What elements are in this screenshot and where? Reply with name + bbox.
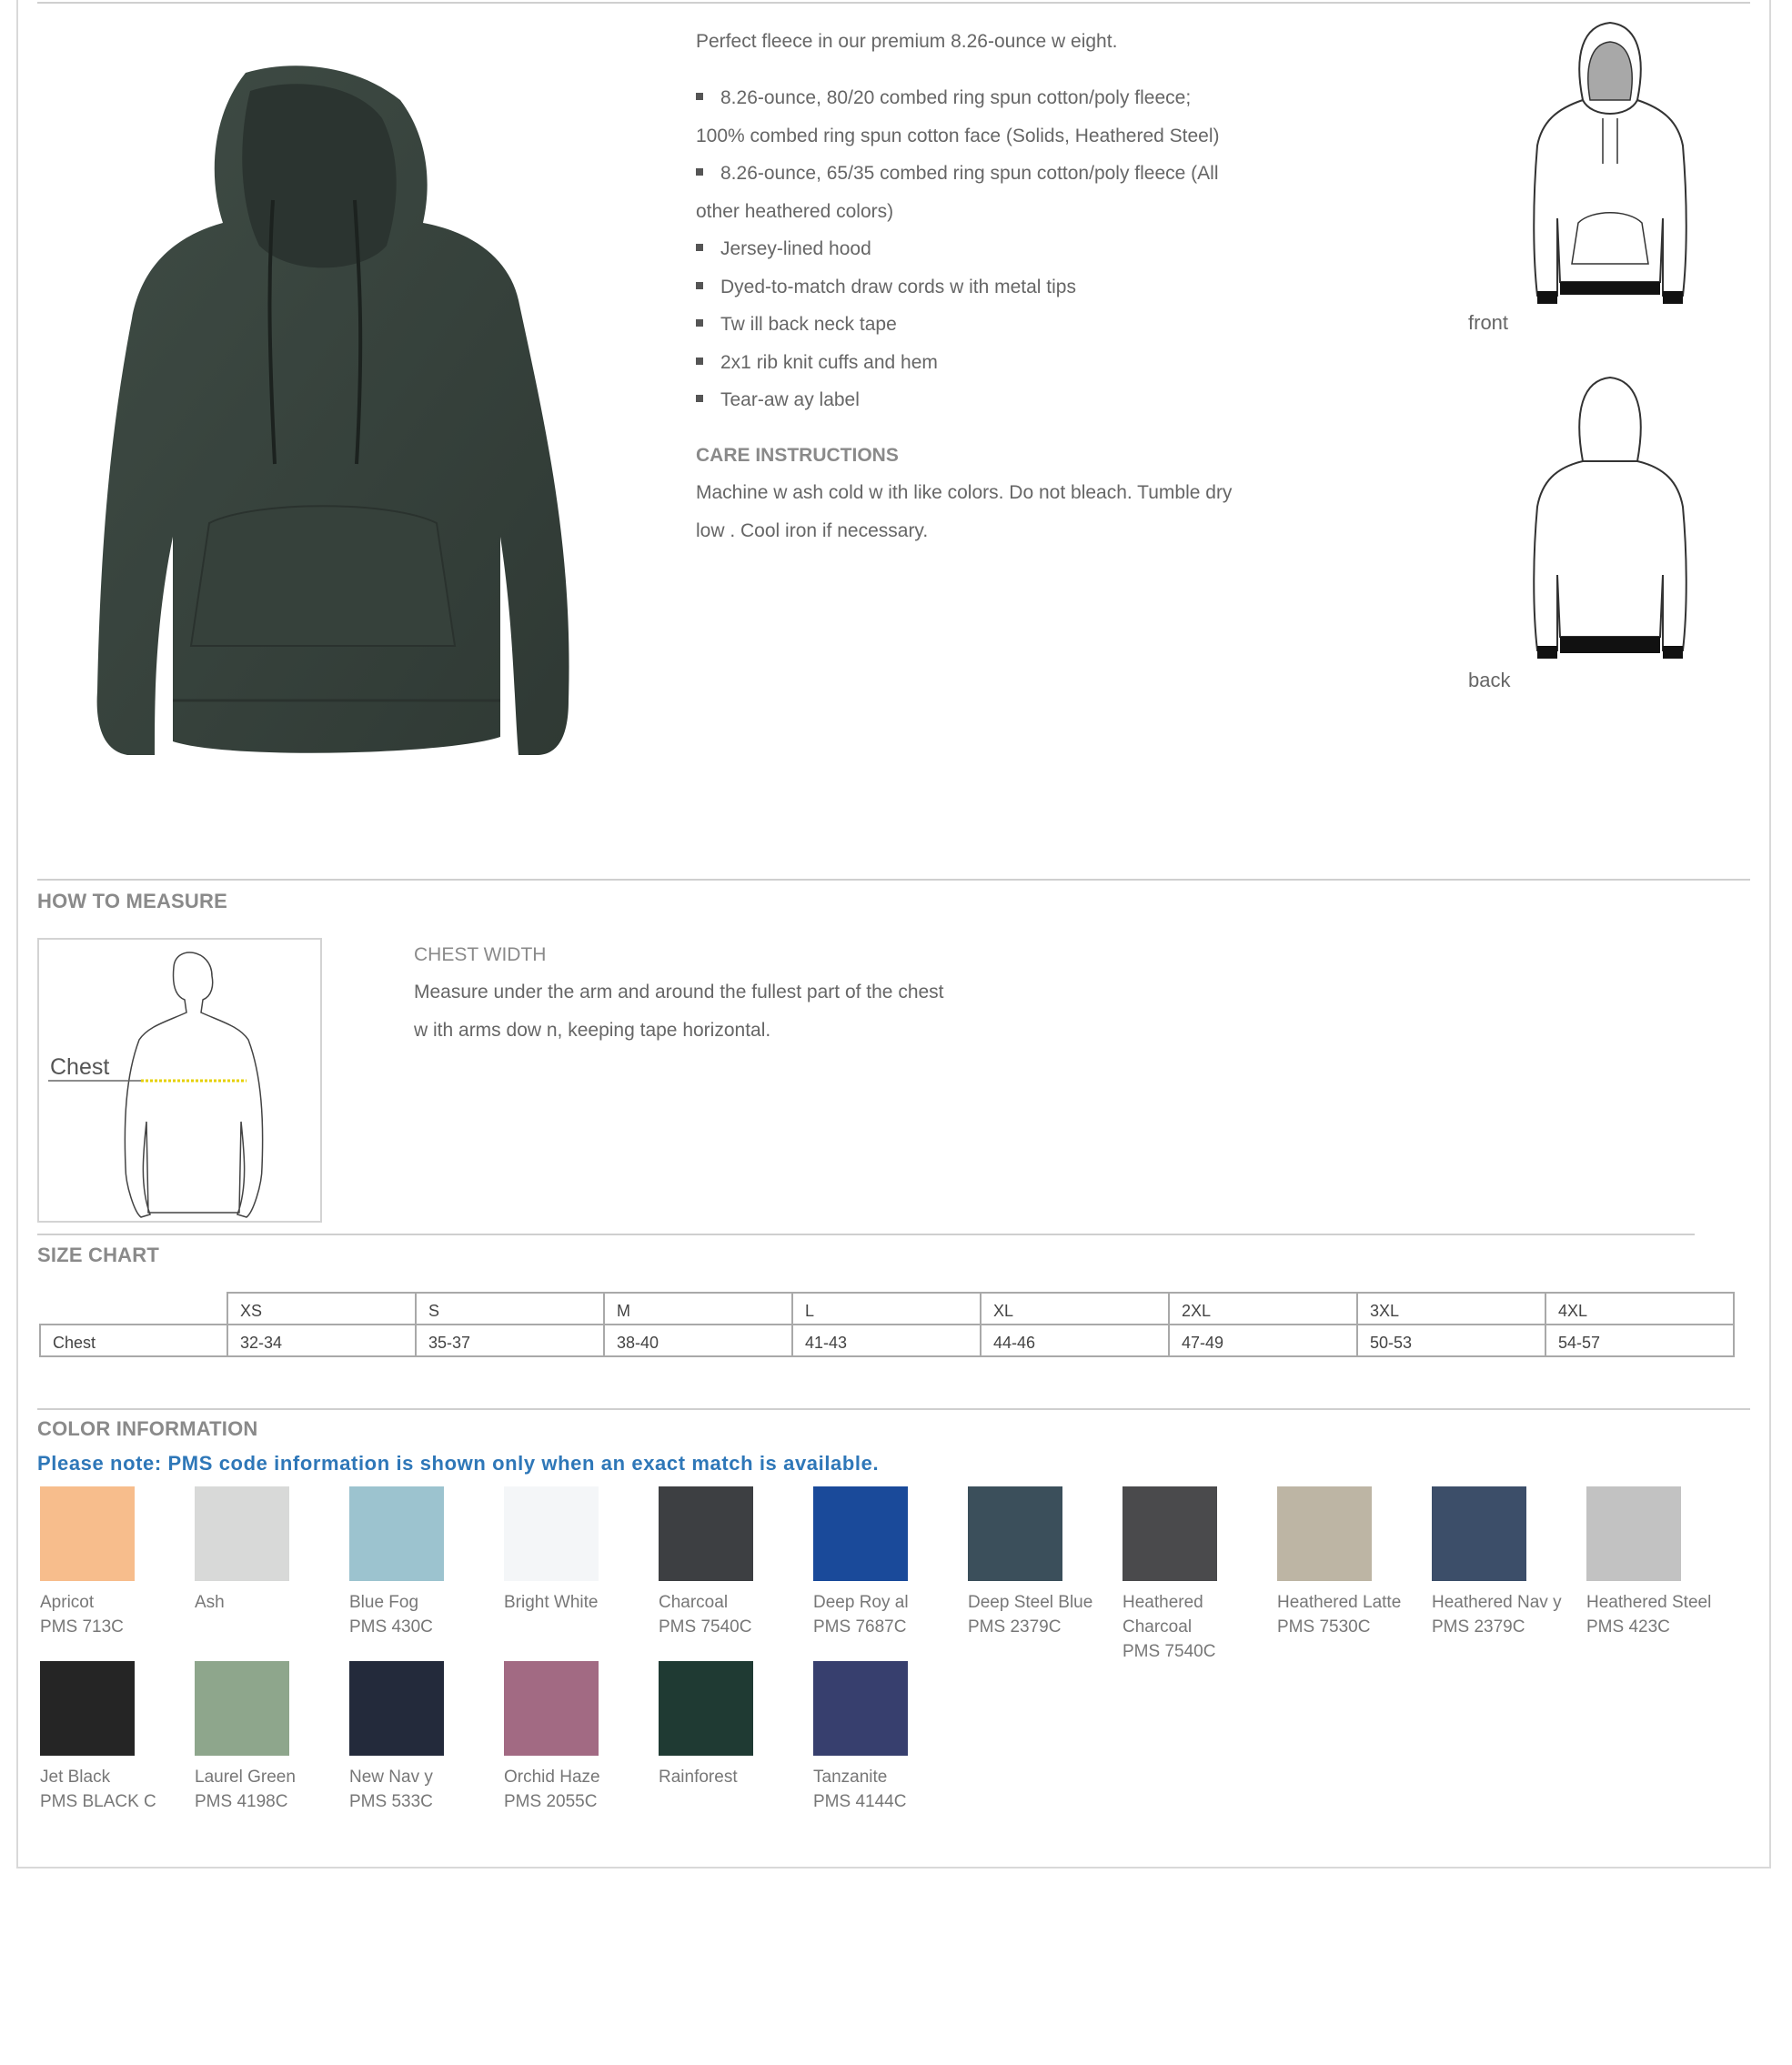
pms-code: PMS 7687C [813, 1617, 907, 1637]
section-divider [37, 1408, 1750, 1410]
size-header-cell: XL [981, 1293, 1169, 1325]
color-name: Blue Fog [349, 1593, 419, 1612]
size-header-cell: S [416, 1293, 604, 1325]
swatch-chip [1277, 1486, 1372, 1581]
size-value-cell: 50-53 [1357, 1325, 1545, 1356]
size-header-cell: XS [227, 1293, 416, 1325]
size-value-cell: 38-40 [604, 1325, 792, 1356]
pms-code: PMS 2055C [504, 1792, 598, 1811]
pms-code: PMS 430C [349, 1617, 433, 1637]
pms-code: PMS BLACK C [40, 1792, 156, 1811]
care-line: Machine w ash cold w ith like colors. Do not bleach. Tumble dry [696, 481, 1233, 503]
color-name: Deep Steel Blue [968, 1593, 1093, 1612]
feature-text: Tw ill back neck tape [720, 314, 897, 335]
color-name: New Nav y [349, 1768, 433, 1787]
size-header-cell: L [792, 1293, 981, 1325]
section-divider [37, 879, 1750, 881]
color-name: Laurel Green [195, 1768, 296, 1787]
chest-width-line: w ith arms dow n, keeping tape horizontal. [414, 1020, 771, 1041]
pms-code: PMS 4198C [195, 1792, 288, 1811]
bullet-icon [696, 244, 703, 251]
size-value-cell: 32-34 [227, 1325, 416, 1356]
pms-note: Please note: PMS code information is shown only when an exact match is available. [37, 1452, 880, 1475]
swatch-chip [40, 1661, 135, 1756]
bullet-icon [696, 93, 703, 100]
pms-code: PMS 2379C [968, 1617, 1062, 1637]
row-label-cell: Chest [40, 1325, 227, 1356]
color-name: Jet Black [40, 1768, 111, 1787]
color-swatch-heathered-steel[interactable] [1584, 1486, 1738, 1639]
chest-width-title: CHEST WIDTH [414, 944, 547, 965]
swatch-chip [40, 1486, 135, 1581]
pms-code: PMS 7540C [1123, 1642, 1216, 1661]
feature-text: 8.26-ounce, 80/20 combed ring spun cotton/poly fleece; [720, 87, 1192, 108]
care-line: low . Cool iron if necessary. [696, 519, 929, 541]
color-swatch-deep-royal[interactable] [810, 1486, 965, 1639]
color-name: Charcoal [659, 1593, 729, 1612]
pms-code: PMS 533C [349, 1792, 433, 1811]
pms-code: PMS 7540C [659, 1617, 752, 1637]
feature-text: 100% combed ring spun cotton face (Solids, Heathered Steel) [696, 125, 1220, 146]
hoodie-product-photo [64, 64, 582, 773]
color-name: Heathered Nav y [1432, 1593, 1562, 1612]
color-swatch-orchid-haze[interactable] [501, 1661, 656, 1814]
size-chart-heading: SIZE CHART [37, 1244, 159, 1266]
color-name-continued: Charcoal [1123, 1617, 1193, 1637]
chest-diagram-label: Chest [50, 1054, 110, 1080]
size-chart-table [39, 1292, 1735, 1357]
feature-text: 2x1 rib knit cuffs and hem [720, 351, 938, 373]
swatch-chip [968, 1486, 1062, 1581]
feature-item [696, 306, 1278, 344]
care-instructions-title: CARE INSTRUCTIONS [696, 444, 899, 466]
feature-item [696, 155, 1278, 193]
color-swatch-jet-black[interactable] [37, 1661, 192, 1814]
color-swatch-rainforest[interactable] [656, 1661, 810, 1789]
feature-text: 8.26-ounce, 65/35 combed ring spun cotton/poly fleece (All [720, 163, 1219, 184]
feature-item [696, 268, 1278, 307]
feature-text: Jersey-lined hood [720, 238, 871, 259]
color-swatch-bright-white[interactable] [501, 1486, 656, 1615]
color-name: Rainforest [659, 1768, 738, 1787]
color-name: Orchid Haze [504, 1768, 600, 1787]
swatch-chip [504, 1486, 599, 1581]
color-swatch-apricot[interactable] [37, 1486, 192, 1639]
color-swatch-ash[interactable] [192, 1486, 347, 1615]
color-swatch-new-navy[interactable] [347, 1661, 501, 1814]
chest-width-instructions [414, 937, 1051, 1050]
size-header-cell: 4XL [1545, 1293, 1734, 1325]
color-name: Heathered Latte [1277, 1593, 1402, 1612]
table-corner [40, 1293, 227, 1325]
color-name: Deep Roy al [813, 1593, 909, 1612]
feature-item [696, 344, 1278, 382]
size-value-cell: 54-57 [1545, 1325, 1734, 1356]
pms-code: PMS 4144C [813, 1792, 907, 1811]
swatch-chip [1432, 1486, 1526, 1581]
swatch-chip [659, 1486, 753, 1581]
care-instructions-text [696, 474, 1278, 550]
swatch-chip [659, 1661, 753, 1756]
feature-item [696, 79, 1278, 117]
color-swatch-laurel-green[interactable] [192, 1661, 347, 1814]
swatch-chip [349, 1486, 444, 1581]
color-swatch-heathered-navy[interactable] [1429, 1486, 1584, 1639]
top-divider [37, 2, 1750, 4]
color-swatch-charcoal[interactable] [656, 1486, 810, 1639]
bullet-icon [696, 358, 703, 365]
product-description [696, 23, 1278, 550]
color-name: Ash [195, 1593, 225, 1612]
color-swatch-deep-steel-blue[interactable] [965, 1486, 1120, 1639]
color-name: Heathered Steel [1586, 1593, 1712, 1612]
bullet-icon [696, 168, 703, 176]
swatch-chip [195, 1661, 289, 1756]
swatch-chip [813, 1661, 908, 1756]
swatch-chip [504, 1661, 599, 1756]
size-value-cell: 41-43 [792, 1325, 981, 1356]
feature-text: other heathered colors) [696, 200, 894, 222]
size-header-cell: M [604, 1293, 792, 1325]
how-to-measure-heading: HOW TO MEASURE [37, 890, 227, 912]
color-swatch-heathered-charcoal[interactable] [1120, 1486, 1274, 1664]
bullet-icon [696, 319, 703, 327]
size-header-cell: 3XL [1357, 1293, 1545, 1325]
feature-list [696, 79, 1278, 419]
pms-code: PMS 2379C [1432, 1617, 1525, 1637]
pms-code: PMS 423C [1586, 1617, 1670, 1637]
front-flat-sketch [1519, 18, 1701, 309]
front-label: front [1468, 311, 1509, 334]
color-swatch-tanzanite[interactable] [810, 1661, 965, 1814]
back-label: back [1468, 669, 1511, 691]
swatch-chip [349, 1661, 444, 1756]
bullet-icon [696, 395, 703, 402]
color-swatch-blue-fog[interactable] [347, 1486, 501, 1639]
color-name: Heathered [1123, 1593, 1203, 1612]
size-value-cell: 35-37 [416, 1325, 604, 1356]
pms-code: PMS 7530C [1277, 1617, 1371, 1637]
pms-code: PMS 713C [40, 1617, 124, 1637]
color-name: Apricot [40, 1593, 95, 1612]
bullet-icon [696, 282, 703, 289]
size-value-cell: 44-46 [981, 1325, 1169, 1356]
feature-text: Dyed-to-match draw cords w ith metal tips [720, 276, 1076, 297]
swatch-chip [195, 1486, 289, 1581]
color-swatch-heathered-latte[interactable] [1274, 1486, 1429, 1639]
color-name: Bright White [504, 1593, 599, 1612]
feature-item [696, 381, 1278, 419]
swatch-chip [813, 1486, 908, 1581]
swatch-chip [1123, 1486, 1217, 1581]
color-information-heading: COLOR INFORMATION [37, 1417, 258, 1440]
feature-item [696, 230, 1278, 268]
size-header-row [40, 1293, 1734, 1325]
description-intro: Perfect fleece in our premium 8.26-ounce w eight. [696, 31, 1118, 52]
back-flat-sketch [1519, 375, 1701, 666]
section-divider [37, 1234, 1695, 1235]
feature-item-continuation [696, 117, 1278, 156]
color-name: Tanzanite [813, 1768, 888, 1787]
swatch-chip [1586, 1486, 1681, 1581]
feature-item-continuation [696, 193, 1278, 231]
chest-row [40, 1325, 1734, 1356]
chest-width-line: Measure under the arm and around the fullest part of the chest [414, 982, 944, 1002]
measure-diagram [37, 938, 322, 1223]
feature-text: Tear-aw ay label [720, 389, 860, 410]
size-header-cell: 2XL [1169, 1293, 1357, 1325]
size-value-cell: 47-49 [1169, 1325, 1357, 1356]
